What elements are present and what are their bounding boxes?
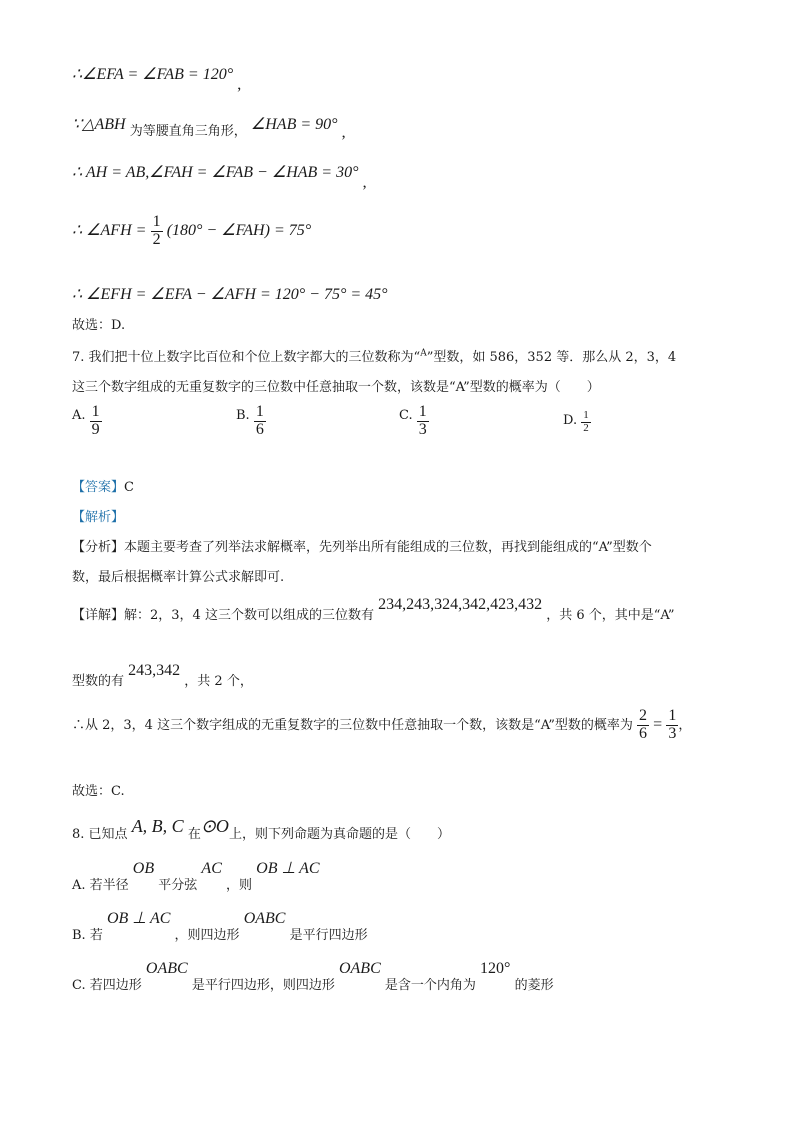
q7-option-a: A. $\frac{1}{9}$ bbox=[72, 403, 100, 438]
q7-line1: 7. 我们把十位上数字比百位和个位上数字都大的三位数称为“$^A$”型数，如 586，352 等．那么从 2，3，4 bbox=[72, 348, 677, 365]
q8-stem: 8. 已知点 A, B, C 在⊙O上，则下列命题为真命题的是（ ） bbox=[72, 816, 450, 842]
fraction-half: $\frac{1}{2}$ bbox=[152, 213, 161, 248]
q7-xiangjie-line2: 型数的有 243,342 ，共 2 个， bbox=[72, 662, 253, 689]
q7-answer: 【答案】C bbox=[72, 480, 134, 495]
step-abh: ∵△ABH 为等腰直角三角形， ∠HAB = 90° , bbox=[72, 116, 346, 141]
step-fah: ∴ AH = AB,∠FAH = ∠FAB − ∠HAB = 30° , bbox=[72, 164, 367, 191]
q8-option-c: C. 若四边形 OABC 是平行四边形，则四边形 OABC 是含一个内角为 120° 的菱形 bbox=[72, 960, 554, 993]
q7-fenxi-line1: 【分析】本题主要考查了列举法求解概率，先列举出所有能组成的三位数，再找到能组成的“A”型数个 bbox=[72, 540, 652, 555]
q7-choose: 故选：C. bbox=[72, 784, 125, 799]
q7-option-c: C. $\frac{1}{3}$ bbox=[399, 403, 427, 438]
q8-option-a: A. 若半径 OB 平分弦 AC ，则 OB ⊥ AC bbox=[72, 860, 320, 893]
q7-conclusion: ∴从 2，3，4 这三个数字组成的无重复数字的三位数中任意抽取一个数，该数是“A”型数的概率为 $\frac{2}{6}$ = $\frac{1}{3}$ ， bbox=[72, 707, 692, 742]
q7-analysis-tag: 【解析】 bbox=[72, 510, 125, 525]
q7-option-d: D. $\frac{1}{2}$ bbox=[563, 409, 589, 434]
step-efh: ∴ ∠EFH = ∠EFA − ∠AFH = 120° − 75° = 45° bbox=[72, 286, 388, 303]
step-afh: ∴ ∠AFH = $\frac{1}{2}$ (180° − ∠FAH) = 75° bbox=[72, 213, 312, 248]
choose-d: 故选：D. bbox=[72, 318, 126, 333]
q8-option-b: B. 若 OB ⊥ AC ，则四边形 OABC 是平行四边形 bbox=[72, 910, 368, 943]
step-efa: ∴∠EFA = ∠FAB = 120° , bbox=[72, 66, 242, 93]
q7-option-b: B. $\frac{1}{6}$ bbox=[236, 403, 264, 438]
q7-xiangjie-line1: 【详解】解：2，3，4 这三个数可以组成的三位数有 234,243,324,342,423,432 ，共 6 个，其中是“A” bbox=[72, 596, 675, 623]
q7-fenxi-line2: 数，最后根据概率计算公式求解即可. bbox=[72, 570, 285, 585]
q7-line2: 这三个数字组成的无重复数字的三位数中任意抽取一个数，该数是“A”型数的概率为（ ） bbox=[72, 380, 600, 395]
